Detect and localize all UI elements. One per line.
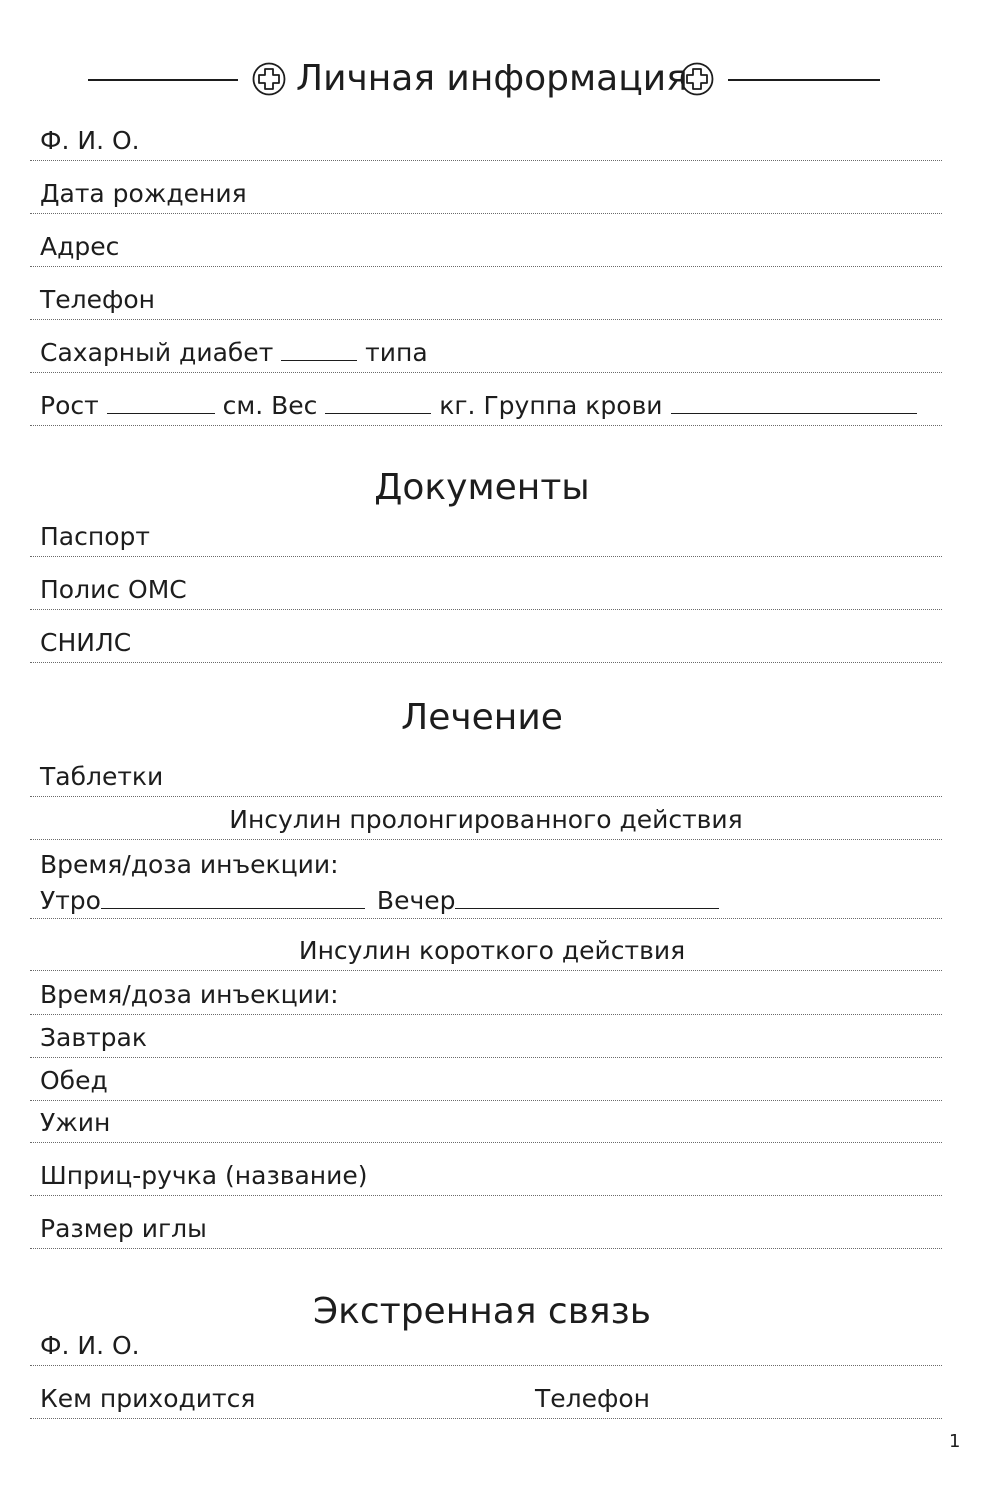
oms-policy-label: Полис ОМС — [40, 575, 187, 604]
diabetes-type-blank[interactable] — [281, 338, 357, 361]
needle-size-label: Размер иглы — [40, 1214, 207, 1243]
emergency-phone-label: Телефон — [535, 1384, 651, 1413]
body-metrics-row — [40, 391, 917, 421]
header-rule-left — [88, 79, 238, 81]
short-insulin-dose-field[interactable] — [30, 980, 942, 1015]
full-name-label: Ф. И. О. — [40, 126, 140, 155]
passport-field[interactable] — [30, 522, 942, 557]
evening-blank[interactable] — [455, 886, 719, 909]
lunch-field[interactable] — [30, 1066, 942, 1101]
long-insulin-title-row — [30, 805, 942, 840]
body-metrics-field[interactable] — [30, 391, 942, 426]
birth-date-field[interactable] — [30, 179, 942, 214]
needle-size-field[interactable] — [30, 1214, 942, 1249]
birth-date-label: Дата рождения — [40, 179, 247, 208]
phone-label: Телефон — [40, 285, 156, 314]
short-insulin-dose-label: Время/доза инъекции: — [40, 980, 339, 1009]
page-number: 1 — [949, 1431, 961, 1452]
long-insulin-title: Инсулин пролонгированного действия — [229, 805, 743, 834]
blood-group-label: Группа крови — [483, 391, 663, 420]
short-insulin-title: Инсулин короткого действия — [298, 936, 686, 965]
snils-field[interactable] — [30, 628, 942, 663]
pen-name-field[interactable] — [30, 1161, 942, 1196]
tablets-field[interactable] — [30, 762, 942, 797]
emergency-relation-phone-field[interactable] — [30, 1384, 942, 1419]
header-rule-right — [728, 79, 880, 81]
medical-cross-icon — [680, 62, 714, 96]
emergency-relation-label: Кем приходится — [40, 1384, 256, 1413]
morning-evening-row — [40, 886, 719, 916]
full-name-field[interactable] — [30, 126, 942, 161]
address-field[interactable] — [30, 232, 942, 267]
long-insulin-dose-field[interactable] — [30, 852, 942, 919]
emergency-full-name-label: Ф. И. О. — [40, 1331, 140, 1360]
diabetes-suffix-label: типа — [365, 338, 428, 367]
morning-label: Утро — [40, 886, 101, 915]
diabetes-prefix-label: Сахарный диабет — [40, 338, 274, 367]
passport-label: Паспорт — [40, 522, 150, 551]
diabetes-type-row — [40, 338, 428, 368]
tablets-label: Таблетки — [40, 762, 164, 791]
documents-section-title: Документы — [374, 467, 590, 508]
weight-label: Вес — [271, 391, 318, 420]
dinner-field[interactable] — [30, 1108, 942, 1143]
breakfast-field[interactable] — [30, 1023, 942, 1058]
medical-cross-icon — [252, 62, 286, 96]
blood-group-blank[interactable] — [671, 391, 917, 414]
dinner-label: Ужин — [40, 1108, 111, 1137]
snils-label: СНИЛС — [40, 628, 132, 657]
height-blank[interactable] — [107, 391, 215, 414]
address-label: Адрес — [40, 232, 120, 261]
emergency-section-title: Экстренная связь — [313, 1291, 651, 1332]
personal-section-title: Личная информация — [296, 58, 688, 99]
height-unit: см. — [222, 391, 264, 420]
short-insulin-title-row — [30, 936, 942, 971]
weight-blank[interactable] — [325, 391, 431, 414]
diabetes-type-field[interactable] — [30, 338, 942, 373]
weight-unit: кг. — [439, 391, 476, 420]
pen-name-label: Шприц-ручка (название) — [40, 1161, 368, 1190]
evening-label: Вечер — [376, 886, 456, 915]
phone-field[interactable] — [30, 285, 942, 320]
emergency-full-name-field[interactable] — [30, 1331, 942, 1366]
lunch-label: Обед — [40, 1066, 108, 1095]
height-label: Рост — [40, 391, 99, 420]
treatment-section-title: Лечение — [401, 697, 563, 738]
long-insulin-dose-label: Время/доза инъекции: — [40, 850, 339, 879]
morning-blank[interactable] — [101, 886, 365, 909]
breakfast-label: Завтрак — [40, 1023, 147, 1052]
oms-policy-field[interactable] — [30, 575, 942, 610]
